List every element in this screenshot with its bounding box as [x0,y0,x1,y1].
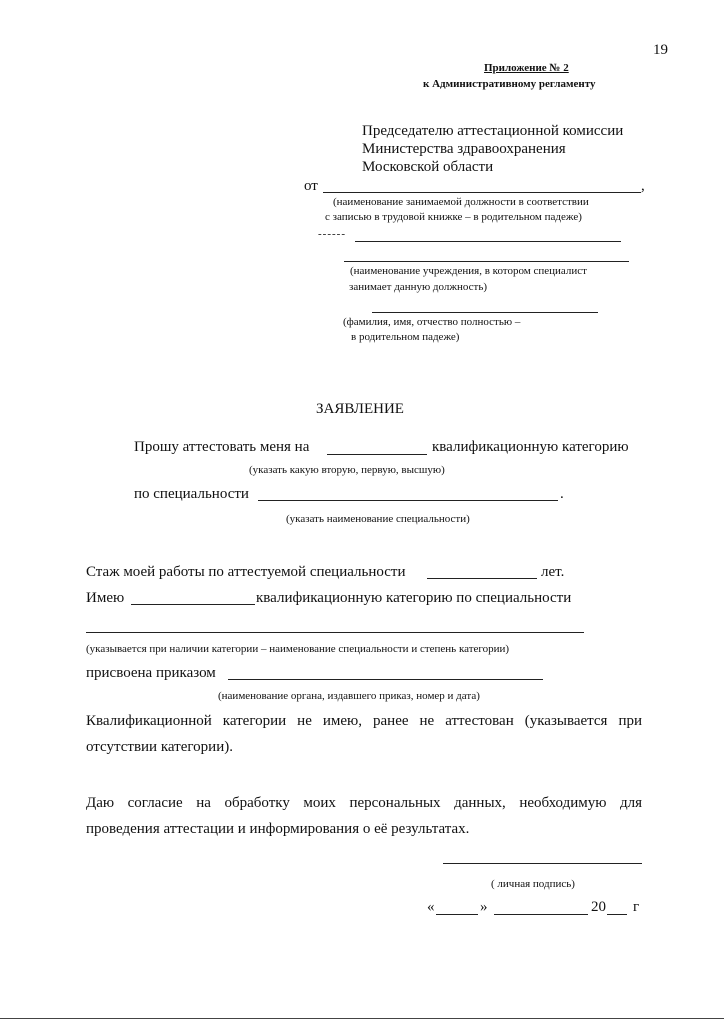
page-number: 19 [653,42,668,58]
have-text-after: квалификационную категорию по специальности [256,590,572,606]
name-blank [372,312,598,313]
specialty-label: по специальности [134,486,249,502]
page-bottom-edge [0,1018,724,1019]
name-hint-2: в родительном падеже) [351,331,460,343]
year-blank [607,914,627,915]
have-label: Имею [86,590,125,606]
position-blank [323,192,641,193]
request-text-after: квалификационную категорию [432,439,629,455]
category-blank [327,454,427,455]
specialty-hint: (указать наименование специальности) [286,513,470,525]
consent-line-1: Даю согласие на обработку моих персональных данных, необходимую для [86,795,642,811]
order-blank [228,679,543,680]
signature-blank [443,863,642,864]
request-text-before: Прошу аттестовать меня на [134,439,310,455]
from-label: от [304,178,318,194]
institution-hint-1: (наименование учреждения, в котором специалист [350,265,587,277]
order-hint: (наименование органа, издавшего приказ, номер и дата) [218,690,480,702]
institution-hint-2: занимает данную должность) [349,281,487,293]
appendix-title: Приложение № 2 [484,62,569,74]
experience-text-after: лет. [541,564,565,580]
position-blank-2 [355,241,621,242]
addressee-line-3: Московской области [362,159,494,175]
addressee-line-2: Министерства здравоохранения [362,141,566,157]
category-info-blank [86,632,584,633]
signature-hint: ( личная подпись) [491,878,575,890]
position-hint-1: (наименование занимаемой должности в соответствии [333,196,589,208]
order-label: присвоена приказом [86,665,216,681]
experience-text-before: Стаж моей работы по аттестуемой специальности [86,564,406,580]
specialty-blank [258,500,558,501]
consent-line-2: проведения аттестации и информирования о её результатах. [86,821,470,837]
experience-years-blank [427,578,537,579]
date-close-quote: » [480,899,488,915]
institution-blank [344,261,629,262]
position-hint-2: с записью в трудовой книжке – в родительном падеже) [325,211,582,223]
no-category-line-1: Квалификационной категории не имею, ранее не аттестован (указывается при [86,713,642,729]
name-hint-1: (фамилия, имя, отчество полностью – [343,316,521,328]
year-prefix: 20 [591,899,606,915]
addressee-line-1: Председателю аттестационной комиссии [362,123,624,139]
specialty-end: . [560,486,564,502]
document-title: ЗАЯВЛЕНИЕ [316,401,404,417]
regulation-ref: к Административному регламенту [423,78,596,90]
date-month-blank [494,914,588,915]
year-suffix: г [633,899,640,915]
date-day-blank [436,914,478,915]
no-category-line-2: отсутствии категории). [86,739,233,755]
date-open-quote: « [427,899,435,915]
have-category-blank [131,604,255,605]
category-hint: (указать какую вторую, первую, высшую) [249,464,445,476]
from-dashes: ------ [318,228,346,240]
category-info-hint: (указывается при наличии категории – наименование специальности и степень категории) [86,643,510,655]
from-comma: , [641,178,645,194]
